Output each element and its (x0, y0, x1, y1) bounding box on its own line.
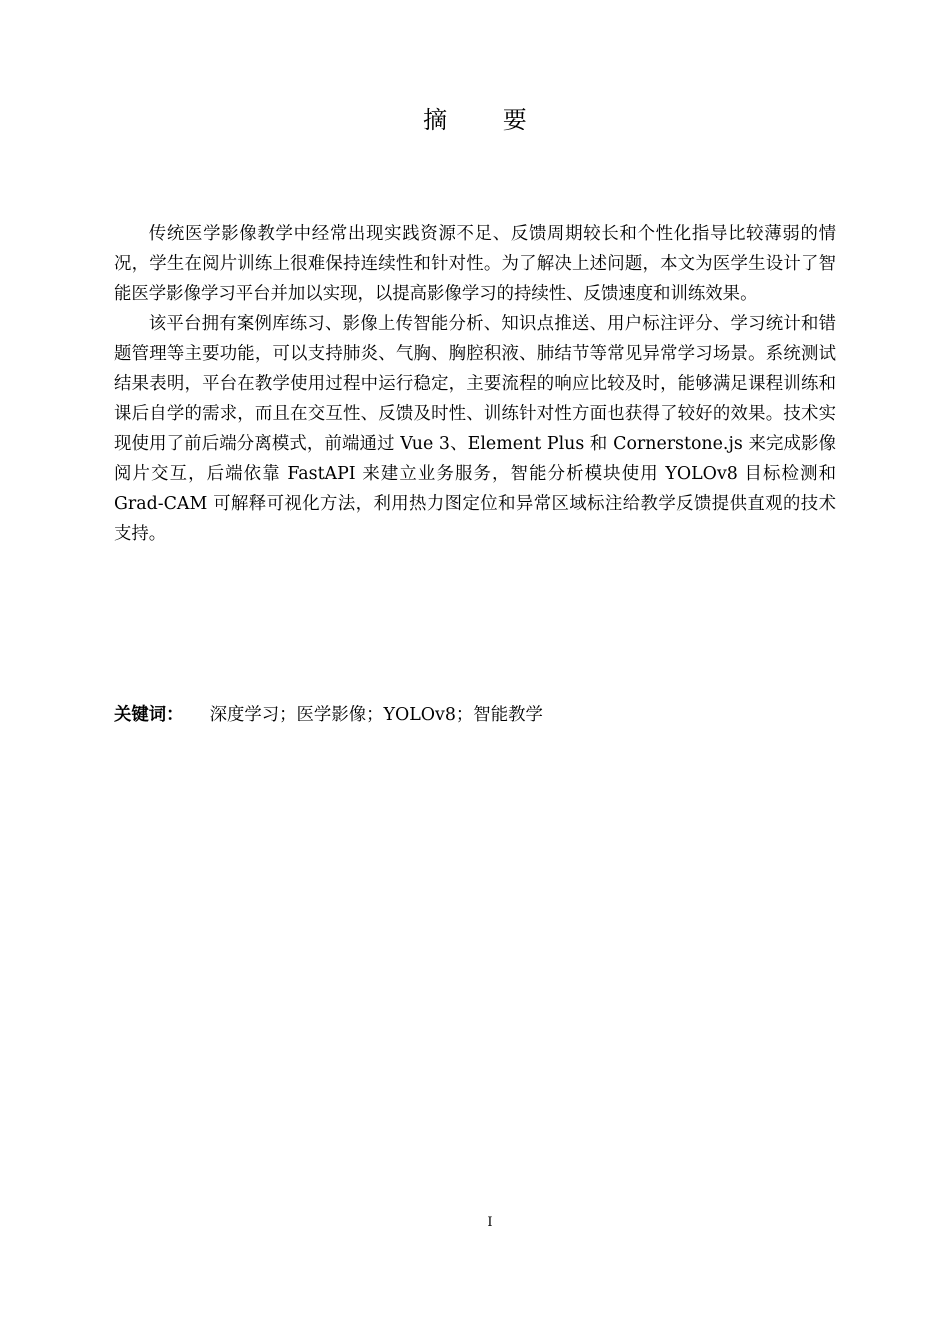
abstract-paragraph-2: 该平台拥有案例库练习、影像上传智能分析、知识点推送、用户标注评分、学习统计和错题管理等主要功能，可以支持肺炎、气胸、胸腔积液、肺结节等常见异常学习场景。系统测试结果表明，平台在教学使用过程中运行稳定，主要流程的响应比较及时，能够满足课程训练和课后自学的需求，而且在交互性、反馈及时性、训练针对性方面也获得了较好的效果。技术实现使用了前后端分离模式，前端通过 Vue 3、Element Plus 和 Cornerstone.js 来完成影像阅片交互，后端依靠 FastAPI 来建立业务服务，智能分析模块使用 YOLOv8 目标检测和 Grad-CAM 可解释可视化方法，利用热力图定位和异常区域标注给教学反馈提供直观的技术支持。 (114, 314, 836, 544)
keywords-line (114, 700, 836, 730)
abstract-paragraph-1: 传统医学影像教学中经常出现实践资源不足、反馈周期较长和个性化指导比较薄弱的情况，学生在阅片训练上很难保持连续性和针对性。为了解决上述问题，本文为医学生设计了智能医学影像学习平台并加以实现，以提高影像学习的持续性、反馈速度和训练效果。 (114, 224, 836, 304)
abstract-title: 摘 要 (423, 106, 551, 134)
page-number: I (487, 1215, 493, 1230)
abstract-body (114, 219, 836, 549)
keywords-text: 深度学习；医学影像；YOLOv8；智能教学 (209, 705, 543, 725)
keywords-label: 关键词： (114, 705, 184, 725)
